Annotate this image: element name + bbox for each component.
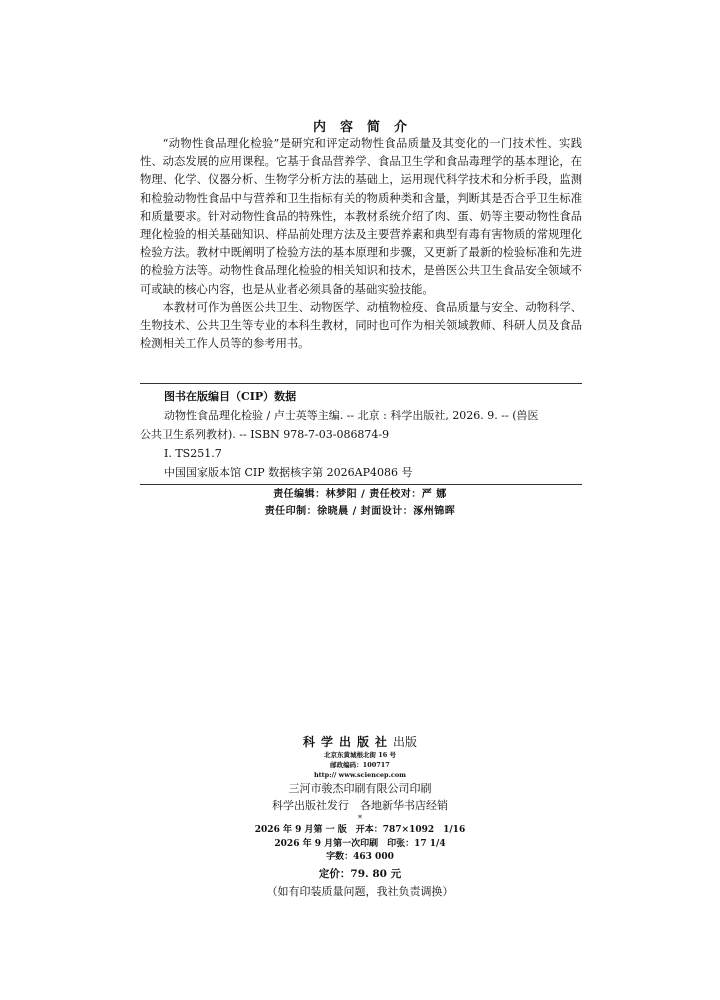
edition-line-2: 2026 年 9 月第一次印刷 印张：17 1/4 — [274, 838, 446, 849]
cip-line-3: Ⅰ. TS251.7 — [164, 447, 222, 460]
cip-bottom-rule — [140, 484, 582, 485]
credits-line-2: 责任印制：徐晓晨 / 封面设计：涿州锦晖 — [264, 506, 456, 517]
credits-line-1: 责任编辑：林梦阳 / 责任校对：严 娜 — [273, 489, 447, 500]
publisher-name — [0, 734, 720, 750]
cip-top-rule — [140, 383, 582, 384]
summary-paragraph-2: 本教材可作为兽医公共卫生、动物医学、动植物检疫、食品质量与安全、动物科学、生物技术、公共卫生等专业的本科生教材，同时也可作为相关领域教师、科研人员及食品检测相关工作人员等的参考用书。 — [140, 300, 582, 351]
edition-line-1: 2026 年 9 月第 一 版 开本：787×1092 1/16 — [254, 825, 466, 835]
publisher-address: 北京东黄城根北街 16 号 — [323, 751, 397, 759]
summary-title: 内容简介 — [312, 120, 421, 135]
cip-line-2: 公共卫生系列教材). -- ISBN 978-7-03-086874-9 — [140, 428, 390, 441]
publisher-info — [0, 734, 720, 900]
summary-paragraph-1: “动物性食品理化检验”是研究和评定动物性食品质量及其变化的一门技术性、实践性、动态发展的应用课程。它基于食品营养学、食品卫生学和食品毒理学的基本理论，在物理、化学、仪器分析、生物学分析方法的基础上，运用现代科学技术和分析手段，监测和检验动物性食品中与营养和卫生指标有关的物质种类和含量，判断其是否合乎卫生标准和质量要求。针对动物性食品的特殊性，本教材系统介绍了肉、蛋、奶等主要动物性食品理化检验的相关基础知识、样品前处理方法及主要营养素和典型有毒有害物质的常规理化检验方法。教材中既阐明了检验方法的基本原理和步骤，又更新了最新的检验标准和先进的检验方法等。动物性食品理化检验的相关知识和技术，是兽医公共卫生食品安全领域不可或缺的核心内容，也是从业者必须具备的基础实验技能。 — [140, 137, 582, 296]
word-count: 字数：463 000 — [326, 852, 394, 862]
editor-credits — [0, 486, 720, 520]
publisher-url: http:// www.sciencep.com — [313, 771, 407, 779]
summary-body — [140, 135, 582, 353]
publisher-suffix: 出版 — [393, 735, 418, 749]
quality-notice: （如有印装质量问题，我社负责调换） — [266, 884, 454, 898]
cip-heading: 图书在版编目（CIP）数据 — [164, 390, 297, 403]
publisher-postcode: 邮政编码：100717 — [330, 761, 390, 769]
cip-block — [140, 387, 582, 482]
publisher-seal: 科学出版社 — [302, 735, 393, 749]
cip-line-4: 中国国家版本馆 CIP 数据核字第 2026AP4086 号 — [164, 466, 413, 479]
price: 定价：79. 80 元 — [318, 867, 402, 880]
distribution: 科学出版社发行 各地新华书店经销 — [272, 799, 448, 812]
separator-dot: * — [358, 814, 362, 823]
cip-line-1: 动物性食品理化检验 / 卢士英等主编. -- 北京 : 科学出版社, 2026. 9. -- (兽医 — [164, 409, 539, 422]
printer: 三河市骏杰印刷有限公司印刷 — [288, 782, 432, 795]
